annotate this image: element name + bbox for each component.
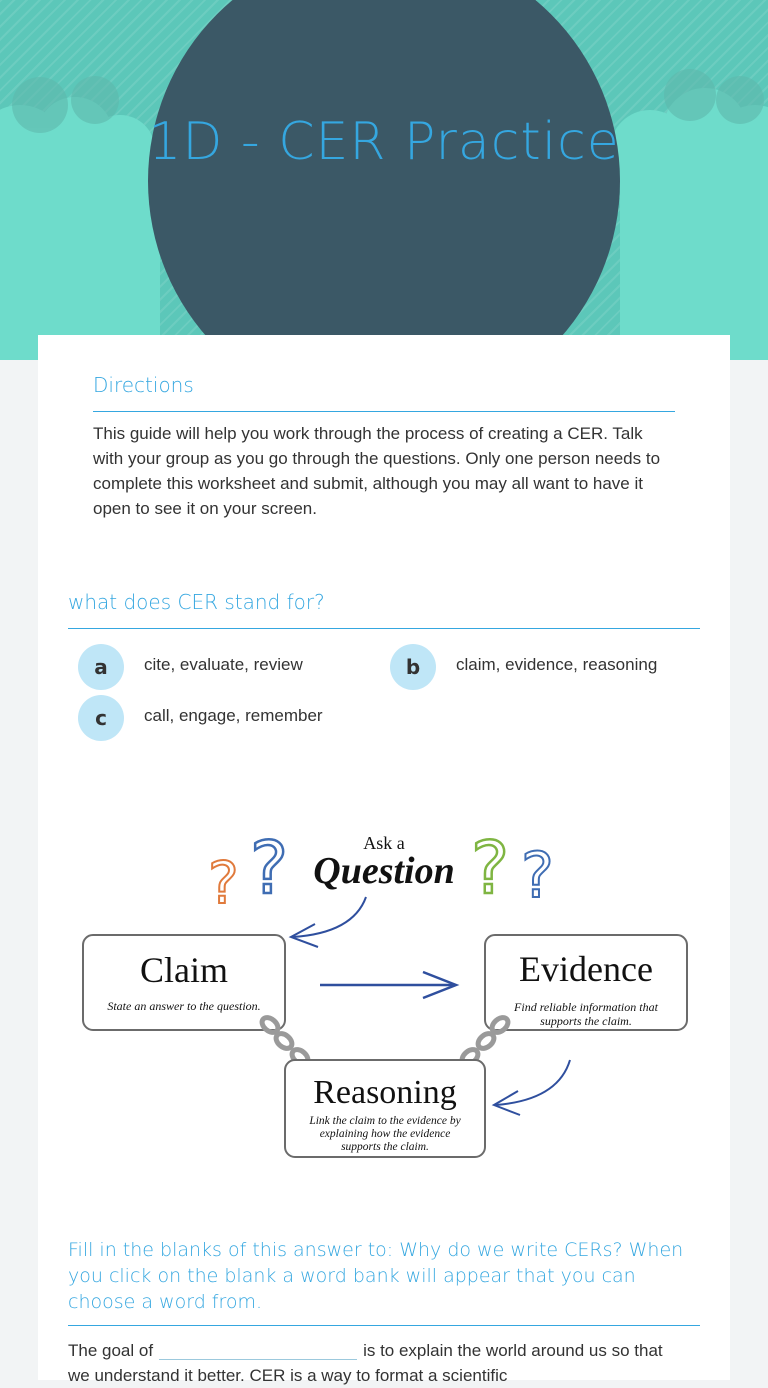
option-a-badge[interactable]: a (78, 644, 124, 690)
title-circle (148, 0, 620, 360)
blue-question-mark-icon: ? (250, 826, 289, 910)
evidence-description-line-2: supports the claim. (540, 1014, 632, 1028)
claim-title: Claim (140, 950, 228, 990)
reasoning-description-line-2: explaining how the evidence (319, 1128, 451, 1140)
option-a-label[interactable]: cite, evaluate, review (144, 655, 303, 674)
option-b[interactable] (390, 644, 690, 690)
question-1-divider (68, 628, 700, 629)
blue-question-mark-2-icon: ? (521, 839, 554, 912)
reasoning-title: Reasoning (313, 1074, 457, 1111)
question-label: Question (313, 850, 455, 892)
reasoning-description-line-3: supports the claim. (341, 1141, 429, 1153)
fill-in-paragraph (68, 1338, 688, 1388)
paragraph-text-after: is to explain the world around us so that we understand it better. CER is a way to format a scientific (68, 1341, 663, 1385)
ask-a-label: Ask a (363, 833, 405, 853)
evidence-description-line-1: Find reliable information that (514, 1000, 658, 1014)
option-c-badge[interactable]: c (78, 695, 124, 741)
reasoning-description-line-1: Link the claim to the evidence by (309, 1115, 461, 1127)
claim-description: State an answer to the question. (107, 999, 261, 1013)
question-1-heading: what does CER stand for? (68, 590, 325, 614)
green-question-mark-icon: ? (471, 826, 510, 910)
directions-text: This guide will help you work through the process of creating a CER. Talk with your group as you go through the questions. Only one person needs to complete this worksheet and submit, although you may all want to have it open to see it on your screen. (93, 424, 661, 518)
worksheet-card (38, 335, 730, 1385)
question-2-heading: Fill in the blanks of this answer to: Why do we write CERs? When you click on the blank a word bank will appear that you can choose a word from. (68, 1239, 684, 1313)
option-b-badge[interactable]: b (390, 644, 436, 690)
orange-question-mark-icon: ? (208, 849, 239, 917)
directions-divider (93, 411, 675, 412)
page-title: 1D - CER Practice (148, 112, 620, 172)
question-2-divider (68, 1325, 700, 1326)
paragraph-text-before: The goal of (68, 1341, 154, 1360)
option-c-label[interactable]: call, engage, remember (144, 706, 323, 725)
option-c[interactable] (78, 695, 368, 741)
header-banner (0, 0, 768, 360)
cer-diagram (68, 815, 698, 1175)
directions-heading: Directions (93, 373, 194, 397)
option-a[interactable] (78, 644, 368, 690)
option-b-label[interactable]: claim, evidence, reasoning (456, 655, 658, 674)
fill-in-blank-1[interactable] (159, 1339, 357, 1360)
evidence-title: Evidence (519, 949, 653, 989)
